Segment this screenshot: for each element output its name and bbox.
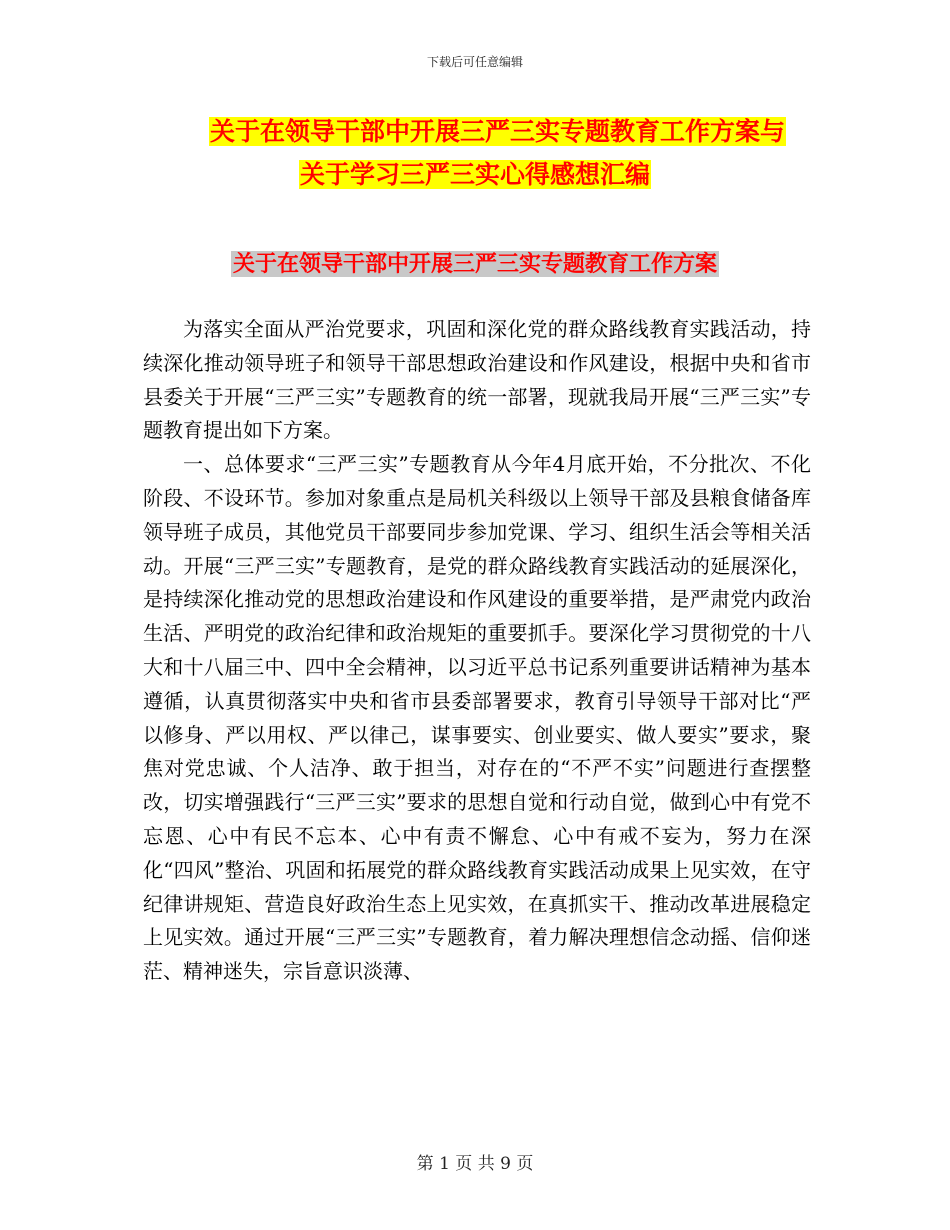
section-title xyxy=(0,248,950,280)
document-title-line-1 xyxy=(0,115,950,149)
section-title-text: 关于在领导干部中开展三严三实专题教育工作方案 xyxy=(232,251,717,277)
document-title-line-2 xyxy=(0,158,950,192)
document-title-line-1-text: 关于在领导干部中开展三严三实专题教育工作方案与 xyxy=(209,117,785,146)
document-body xyxy=(143,313,811,989)
body-paragraph-general-requirements: 一、总体要求“三严三实”专题教育从今年4月底开始，不分批次、不化阶段、不设环节。参加对象重点是局机关科级以上领导干部及县粮食储备库领导班子成员，其他党员干部要同步参加党课、学习、组织生活会等相关活动。开展“三严三实”专题教育，是党的群众路线教育实践活动的延展深化，是持续深化推动党的思想政治建设和作风建设的重要举措，是严肃党内政治生活、严明党的政治纪律和政治规矩的重要抓手。要深化学习贯彻党的十八大和十八届三中、四中全会精神，以习近平总书记系列重要讲话精神为基本遵循，认真贯彻落实中央和省市县委部署要求，教育引导领导干部对比“严以修身、严以用权、严以律己，谋事要实、创业要实、做人要实”要求，聚焦对党忠诚、个人洁净、敢于担当，对存在的“不严不实”问题进行查摆整改，切实增强践行“三严三实”要求的思想自觉和行动自觉，做到心中有党不忘恩、心中有民不忘本、心中有责不懈怠、心中有戒不妄为，努力在深化“四风”整治、巩固和拓展党的群众路线教育实践活动成果上见实效，在守纪律讲规矩、营造良好政治生态上见实效，在真抓实干、推动改革进展稳定上见实效。通过开展“三严三实”专题教育，着力解决理想信念动摇、信仰迷茫、精神迷失，宗旨意识淡薄、 xyxy=(143,452,811,984)
document-title-line-2-text: 关于学习三严三实心得感想汇编 xyxy=(299,160,650,189)
body-paragraph-intro: 为落实全面从严治党要求，巩固和深化党的群众路线教育实践活动，持续深化推动领导班子和领导干部思想政治建设和作风建设，根据中央和省市县委关于开展“三严三实”专题教育的统一部署，现就我局开展“三严三实”专题教育提出如下方案。 xyxy=(143,317,811,443)
page-footer: 第 1 页 共 9 页 xyxy=(416,1154,534,1174)
page-header-note: 下载后可任意编辑 xyxy=(426,55,523,69)
